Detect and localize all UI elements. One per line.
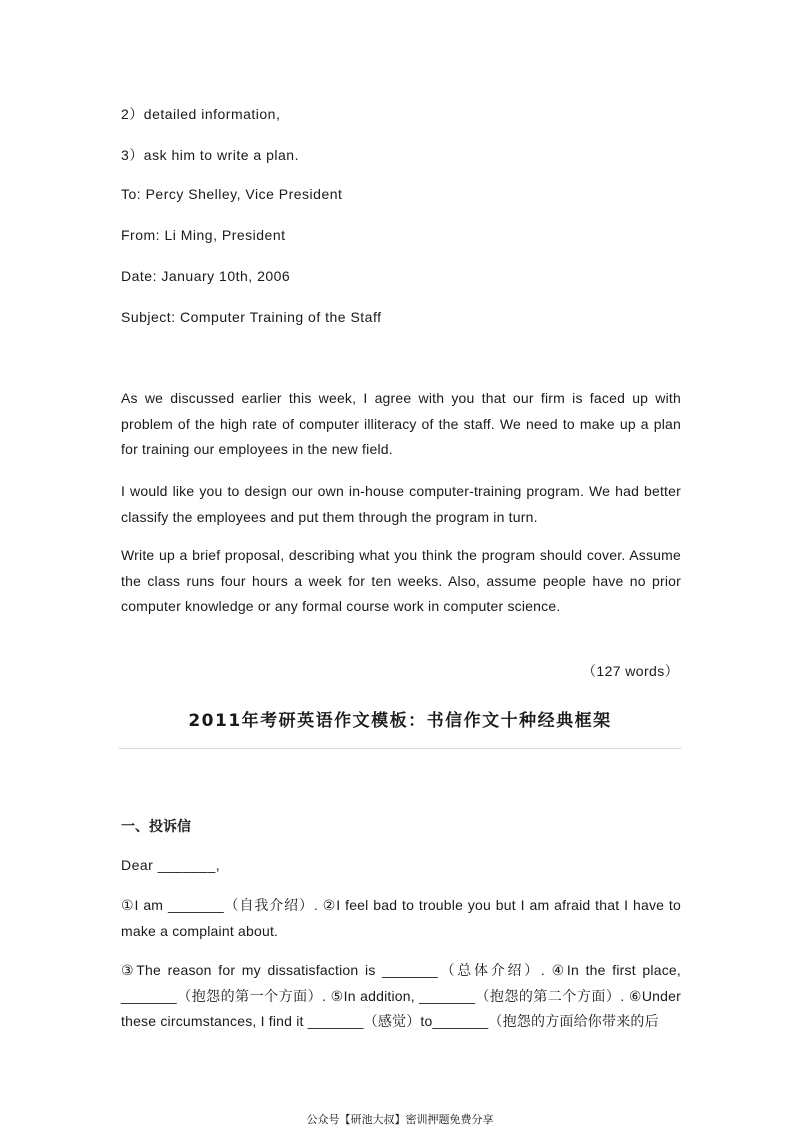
- template-paragraph-1: ①I am _______（自我介绍）. ②I feel bad to trouble you but I am afraid that I have to make a complaint about.: [121, 897, 681, 939]
- footer-promo-text: 公众号【研池大叔】密训押题免费分享: [306, 1113, 494, 1126]
- memo-body-paragraph-1: As we discussed earlier this week, I agree with you that our firm is faced up with problem of the high rate of computer illiteracy of the staff. We need to make up a plan for training our employees in the new field.: [121, 390, 681, 458]
- word-count: （127 words）: [582, 663, 679, 679]
- title-divider: [119, 748, 681, 749]
- list-item-detailed-information: 2）detailed information,: [121, 106, 281, 122]
- list-item-write-plan: 3）ask him to write a plan.: [121, 147, 299, 163]
- letter-greeting: Dear _______,: [121, 857, 221, 873]
- memo-subject-line: Subject: Computer Training of the Staff: [121, 309, 382, 325]
- template-title: 2011年考研英语作文模板：书信作文十种经典框架: [188, 711, 612, 731]
- template-paragraph-2: ③The reason for my dissatisfaction is _______（总体介绍）. ④In the first place, _______（抱怨的第一个方面）. ⑤In addition, _______（抱怨的第二个方面）. ⑥Under these circumstances, I find it _______（感觉）to_______（抱怨的方面给你带来的后: [121, 962, 681, 1030]
- memo-date-line: Date: January 10th, 2006: [121, 268, 291, 284]
- memo-from-line: From: Li Ming, President: [121, 227, 286, 243]
- section-heading-complaint-letter: 一、投诉信: [121, 819, 191, 835]
- memo-to-line: To: Percy Shelley, Vice President: [121, 186, 343, 202]
- memo-body-paragraph-2: I would like you to design our own in-house computer-training program. We had better classify the employees and put them through the program in turn.: [121, 483, 681, 525]
- memo-body-paragraph-3: Write up a brief proposal, describing what you think the program should cover. Assume the class runs four hours a week for ten weeks. Also, assume people have no prior computer knowledge or any formal course work in computer science.: [121, 547, 681, 615]
